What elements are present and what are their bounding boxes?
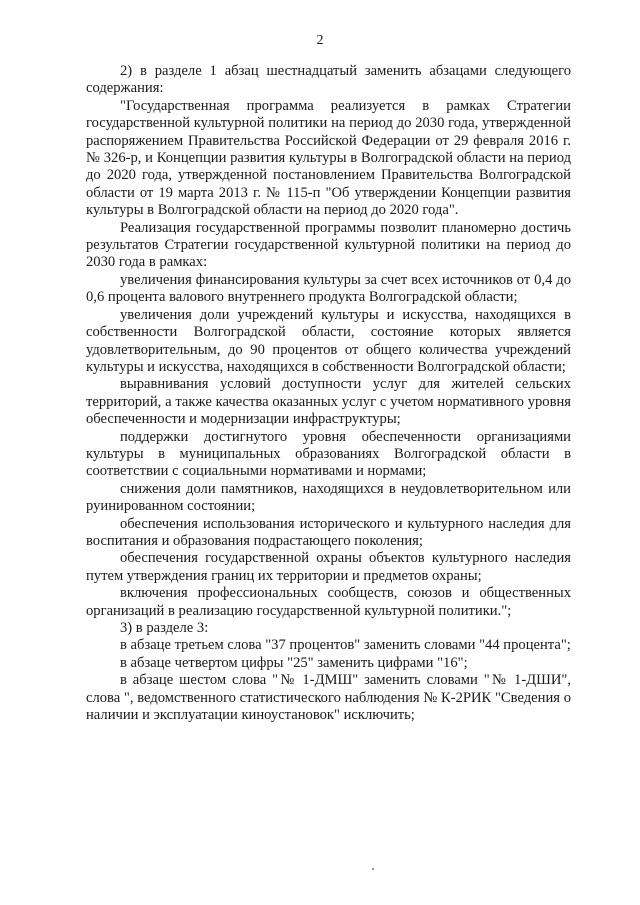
document-body — [86, 63, 571, 724]
paragraph: обеспечения использования исторического и культурного наследия для воспитания и образования подрастающего поколения; — [86, 515, 571, 549]
paragraph: включения профессиональных сообществ, союзов и общественных организаций в реализацию государственной культурной политики."; — [86, 585, 571, 619]
paragraph: поддержки достигнутого уровня обеспеченности организациями культуры в муниципальных образованиях Волгоградской области в соответствии с социальными нормативами и нормами; — [86, 428, 571, 480]
paragraph: "Государственная программа реализуется в рамках Стратегии государственной культурной политики на период до 2030 года, утвержденной распоряжением Правительства Российской Федерации от 29 февраля 2016 г. № 326-р, и Концепции развития культуры в Волгоградской области на период до 2020 года, утвержденной постановлением Правительства Волгоградской области от 19 марта 2013 г. № 115-п "Об утверждении Концепции развития культуры в Волгоградской области на период до 2020 года". — [86, 97, 571, 219]
paragraph: 2) в разделе 1 абзац шестнадцатый заменить абзацами следующего содержания: — [86, 63, 571, 97]
paragraph: в абзаце шестом слова "№ 1-ДМШ" заменить словами "№ 1-ДШИ", слова ", ведомственного статистического наблюдения № К-2РИК "Сведения о наличии и эксплуатации киноустановок" исключить; — [86, 672, 571, 724]
page-number: 2 — [316, 33, 324, 48]
paragraph: 3) в разделе 3: — [120, 620, 209, 636]
paragraph: снижения доли памятников, находящихся в неудовлетворительном или руинированном состоянии; — [86, 480, 571, 515]
paragraph: в абзаце третьем слова "37 процентов" заменить словами "44 процента"; — [120, 637, 571, 654]
paragraph: обеспечения государственной охраны объектов культурного наследия путем утверждения границ их территории и предметов охраны; — [86, 550, 571, 584]
paragraph: увеличения доли учреждений культуры и искусства, находящихся в собственности Волгоградской области, состояние которых является удовлетворительным, до 90 процентов от общего количества учреждений культуры и искусства, находящихся в собственности Волгоградской области; — [86, 306, 571, 375]
paragraph: в абзаце четвертом цифры "25" заменить цифрами "16"; — [120, 654, 468, 671]
paragraph: выравнивания условий доступности услуг для жителей сельских территорий, а также качества оказанных услуг с учетом нормативного уровня обеспеченности и модернизации инфраструктуры; — [86, 376, 571, 428]
scan-speck — [372, 868, 374, 870]
paragraph: увеличения финансирования культуры за счет всех источников от 0,4 до 0,6 процента валового внутреннего продукта Волгоградской области; — [86, 271, 571, 306]
paragraph: Реализация государственной программы позволит планомерно достичь результатов Стратегии государственной культурной политики на период до 2030 года в рамках: — [86, 219, 571, 271]
